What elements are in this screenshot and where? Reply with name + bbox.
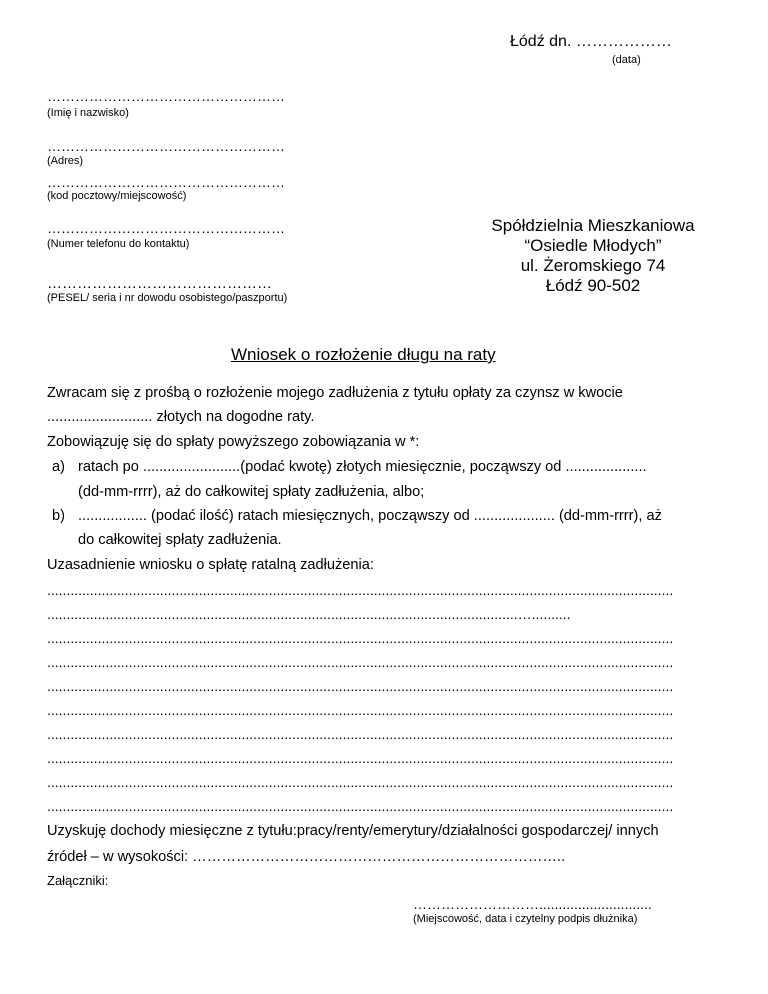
request-text-line-1: Zwracam się z prośbą o rozłożenie mojego zadłużenia z tytułu opłaty za czynsz w kwocie bbox=[47, 385, 623, 401]
option-a-line-2: (dd-mm-rrrr), aż do całkowitej spłaty zadłużenia, albo; bbox=[78, 484, 425, 500]
attachments-label: Załączniki: bbox=[47, 873, 109, 888]
phone-line: …………………………………………… bbox=[47, 220, 285, 236]
justification-line: ................................................................................................................................................................. bbox=[47, 582, 674, 598]
address-line: …………………………………………… bbox=[47, 138, 285, 154]
justification-line: ................................................................................................................................................................. bbox=[47, 750, 674, 766]
justification-line: .........................................................................................................................….......... bbox=[47, 606, 571, 622]
document-title: Wniosek o rozłożenie długu na raty bbox=[231, 345, 496, 364]
name-line: …………………………………………… bbox=[47, 88, 285, 104]
address-caption: (Adres) bbox=[47, 155, 84, 167]
option-b-line-1: ................. (podać ilość) ratach miesięcznych, począwszy od .................... (dd-mm-rrrr), aż bbox=[78, 508, 662, 524]
recipient-address bbox=[463, 216, 723, 296]
option-b-line-2: do całkowitej spłaty zadłużenia. bbox=[78, 532, 282, 548]
signature-line: ………………………............................. bbox=[413, 896, 652, 912]
place-date: Łódź dn. ……………… bbox=[510, 33, 672, 50]
recipient-line-1: Spółdzielnia Mieszkaniowa bbox=[491, 216, 695, 235]
phone-caption: (Numer telefonu do kontaktu) bbox=[47, 238, 190, 250]
income-line-2: źródeł – w wysokości: ………………………………………………………………….. bbox=[47, 849, 566, 865]
justification-line: ................................................................................................................................................................. bbox=[47, 798, 674, 814]
justification-line: ................................................................................................................................................................. bbox=[47, 702, 674, 718]
name-caption: (Imię i nazwisko) bbox=[47, 107, 129, 119]
justification-label: Uzasadnienie wniosku o spłatę ratalną zadłużenia: bbox=[47, 557, 374, 573]
income-line-1: Uzyskuję dochody miesięczne z tytułu:pracy/renty/emerytury/działalności gospodarczej/ innych bbox=[47, 823, 659, 839]
option-a-line-1: ratach po ........................(podać kwotę) złotych miesięcznie, począwszy od .................... bbox=[78, 459, 647, 475]
id-line: ……………………………………… bbox=[47, 275, 272, 292]
option-a-marker: a) bbox=[52, 459, 65, 475]
option-b-marker: b) bbox=[52, 508, 65, 524]
date-caption: (data) bbox=[612, 54, 641, 66]
recipient-line-4: Łódź 90-502 bbox=[545, 276, 641, 295]
recipient-line-2: “Osiedle Młodych” bbox=[524, 236, 662, 255]
justification-line: ................................................................................................................................................................. bbox=[47, 726, 674, 742]
id-caption: (PESEL/ seria i nr dowodu osobistego/paszportu) bbox=[47, 292, 288, 304]
justification-line: ................................................................................................................................................................. bbox=[47, 678, 674, 694]
commitment-text: Zobowiązuję się do spłaty powyższego zobowiązania w *: bbox=[47, 434, 420, 450]
justification-line: ................................................................................................................................................................. bbox=[47, 774, 674, 790]
request-text-line-2: .......................... złotych na dogodne raty. bbox=[47, 409, 315, 425]
postal-line: …………………………………………… bbox=[47, 174, 285, 190]
recipient-line-3: ul. Żeromskiego 74 bbox=[520, 256, 666, 275]
justification-line: ................................................................................................................................................................. bbox=[47, 654, 674, 670]
signature-caption: (Miejscowość, data i czytelny podpis dłużnika) bbox=[413, 913, 638, 925]
postal-caption: (kod pocztowy/miejscowość) bbox=[47, 190, 187, 202]
justification-line: ................................................................................................................................................................. bbox=[47, 630, 674, 646]
